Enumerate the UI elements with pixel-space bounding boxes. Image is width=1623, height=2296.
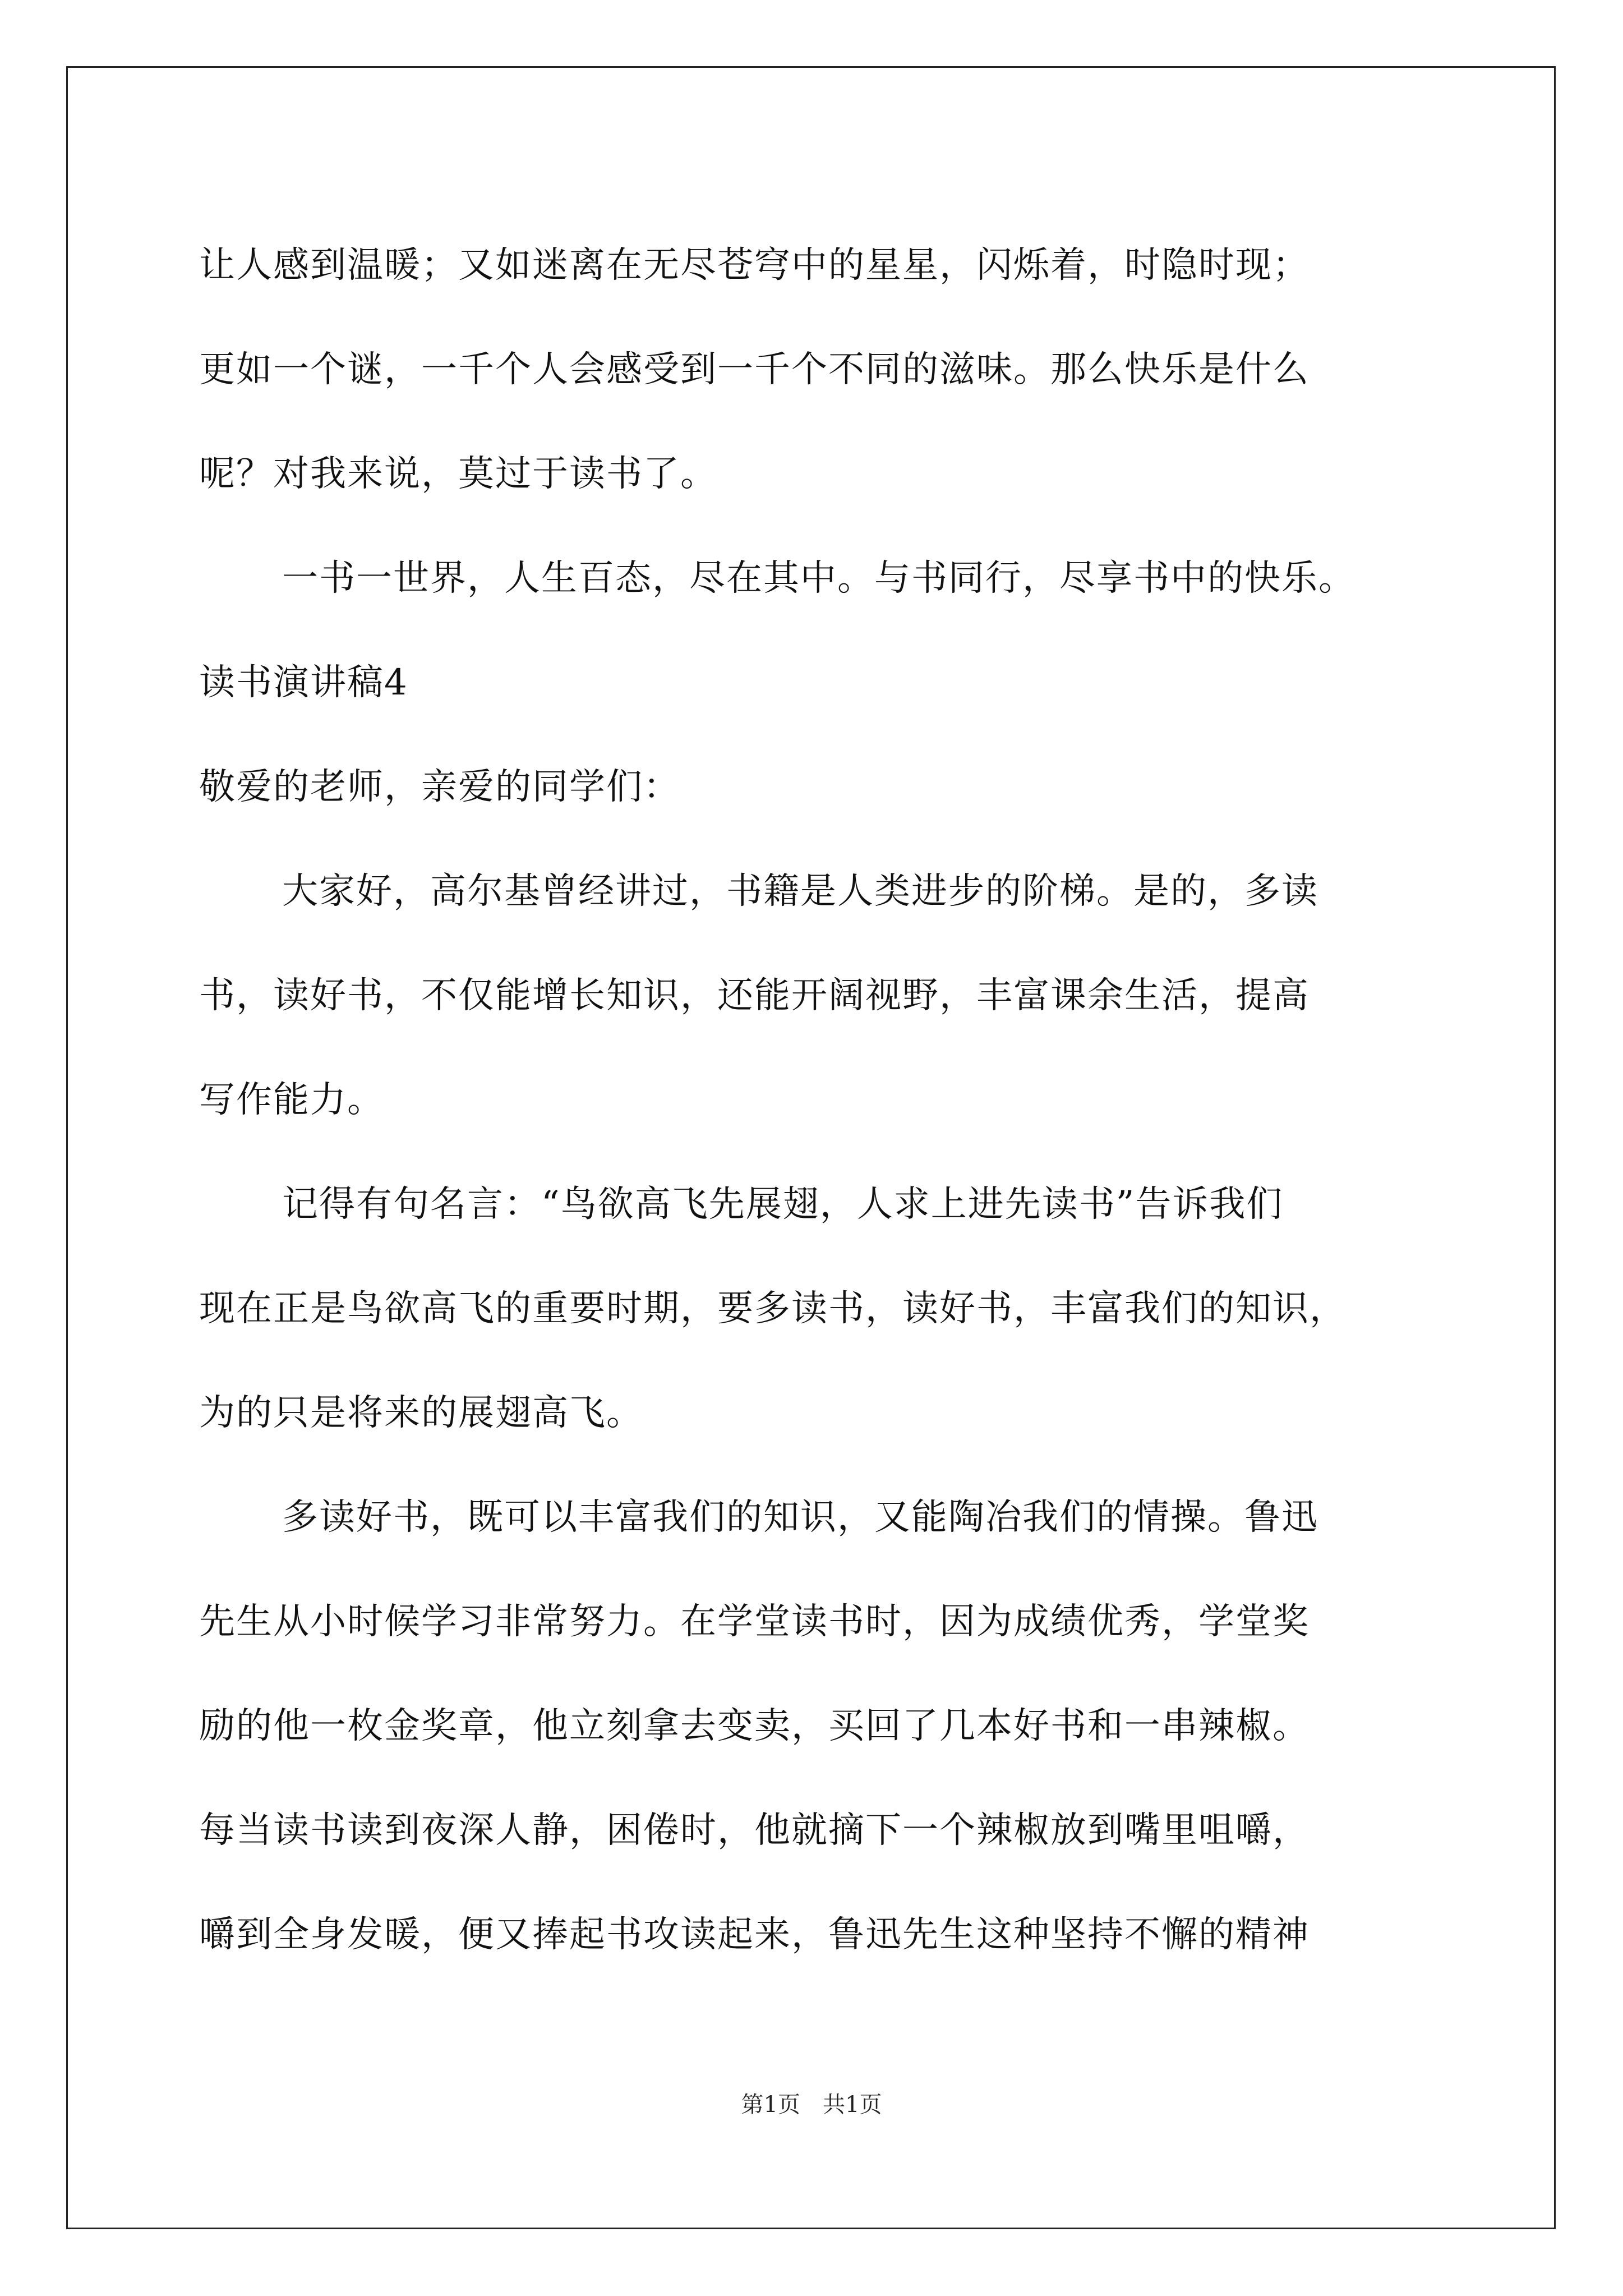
text-line: 呢？对我来说，莫过于读书了。	[199, 453, 717, 495]
text-line: 为的只是将来的展翅高飞。	[199, 1392, 643, 1434]
section-heading: 读书演讲稿4	[199, 662, 408, 703]
page-footer	[0, 2087, 1623, 2119]
text-line: 嚼到全身发暖，便又捧起书攻读起来，鲁迅先生这种坚持不懈的精神	[199, 1914, 1310, 1955]
text-line: 先生从小时候学习非常努力。在学堂读书时，因为成绩优秀，学堂奖	[199, 1601, 1310, 1642]
page-number: 第1页	[741, 2092, 800, 2118]
text-line: 让人感到温暖；又如迷离在无尽苍穹中的星星，闪烁着，时隐时现；	[199, 245, 1310, 286]
text-line: 大家好，高尔基曾经讲过，书籍是人类进步的阶梯。是的，多读	[282, 871, 1318, 912]
document-body	[199, 213, 1433, 1987]
text-line: 励的他一枚金奖章，他立刻拿去变卖，买回了几本好书和一串辣椒。	[199, 1705, 1310, 1747]
text-line: 写作能力。	[199, 1079, 384, 1121]
page-total: 共1页	[823, 2092, 882, 2118]
text-line: 更如一个谜，一千个人会感受到一千个不同的滋味。那么快乐是什么	[199, 349, 1310, 390]
text-line: 每当读书读到夜深人静，困倦时，他就摘下一个辣椒放到嘴里咀嚼，	[199, 1810, 1310, 1851]
text-line: 书，读好书，不仅能增长知识，还能开阔视野，丰富课余生活，提高	[199, 975, 1310, 1016]
salutation: 敬爱的老师，亲爱的同学们：	[199, 766, 680, 808]
text-line: 记得有句名言：“鸟欲高飞先展翅，人求上进先读书”告诉我们	[282, 1184, 1284, 1225]
text-line: 多读好书，既可以丰富我们的知识，又能陶冶我们的情操。鲁迅	[282, 1497, 1318, 1538]
text-line: 现在正是鸟欲高飞的重要时期，要多读书，读好书，丰富我们的知识，	[199, 1288, 1347, 1329]
text-line: 一书一世界，人生百态，尽在其中。与书同行，尽享书中的快乐。	[282, 558, 1355, 599]
